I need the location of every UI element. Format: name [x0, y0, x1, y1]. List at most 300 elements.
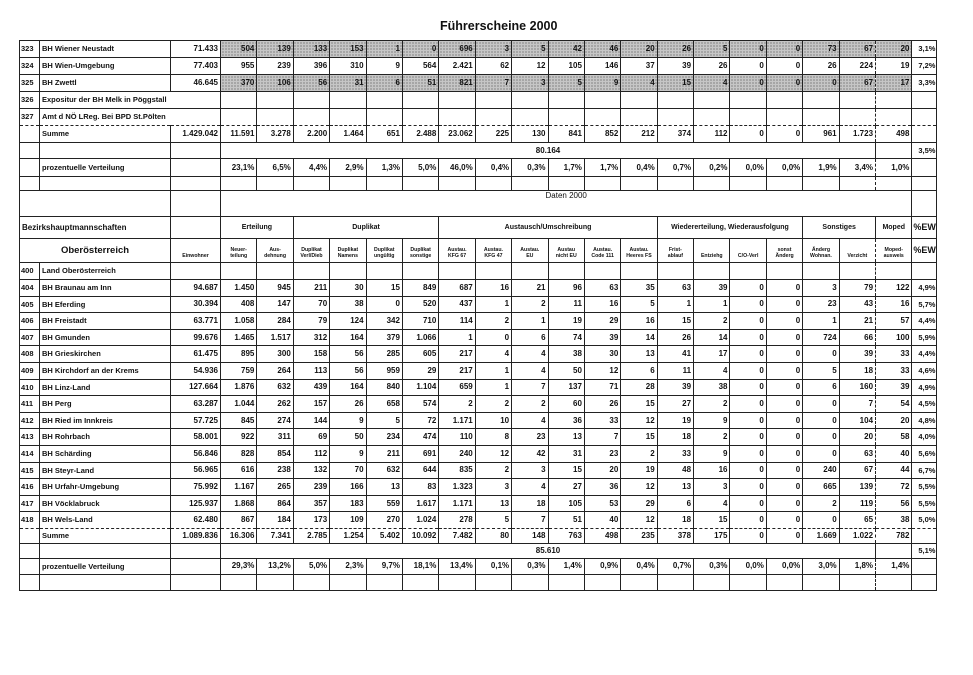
column-header: Entziehg: [694, 239, 730, 263]
blank-cell: [621, 177, 657, 191]
value-cell: 234: [366, 429, 402, 446]
value-cell: 19: [621, 462, 657, 479]
district-id: 323: [20, 41, 40, 58]
value-cell: 0: [730, 429, 766, 446]
value-cell: 10: [475, 412, 511, 429]
value-cell: 9: [694, 445, 730, 462]
value-cell: [876, 263, 912, 280]
value-cell: [548, 263, 584, 280]
column-header: Neuer- teilung: [221, 239, 257, 263]
group-header: Austausch/Umschreibung: [439, 217, 657, 239]
value-cell: 1: [694, 296, 730, 313]
value-cell: 1.044: [221, 396, 257, 413]
sum-value: 5.402: [366, 528, 402, 543]
column-header: Duplikat sonstige: [402, 239, 438, 263]
value-cell: 3: [512, 462, 548, 479]
sum-id: [20, 528, 40, 543]
population-cell: 75.992: [171, 479, 221, 496]
value-cell: 284: [257, 313, 293, 330]
value-cell: 137: [548, 379, 584, 396]
value-cell: 26: [657, 41, 693, 58]
value-cell: [512, 92, 548, 109]
sum-value: 10.092: [402, 528, 438, 543]
value-cell: 51: [402, 75, 438, 92]
value-cell: [257, 109, 293, 126]
sum-value: 2.200: [293, 126, 329, 143]
value-cell: 6: [512, 329, 548, 346]
value-cell: 13: [621, 346, 657, 363]
sum-value: 23.062: [439, 126, 475, 143]
blank-cell: [171, 574, 221, 590]
value-cell: 16: [621, 313, 657, 330]
value-cell: 2: [694, 313, 730, 330]
value-cell: 0: [766, 346, 802, 363]
value-cell: 16: [876, 296, 912, 313]
district-name: Expositur der BH Melk in Pöggstall: [40, 92, 171, 109]
value-cell: 370: [221, 75, 257, 92]
sum-value: 1.254: [330, 528, 366, 543]
value-cell: 122: [876, 280, 912, 297]
sum-value: 0: [730, 528, 766, 543]
district-id: 411: [20, 396, 40, 413]
district-id: 416: [20, 479, 40, 496]
value-cell: 4: [512, 479, 548, 496]
blank-cell: [40, 177, 171, 191]
value-cell: 270: [366, 512, 402, 529]
value-cell: 895: [221, 346, 257, 363]
ew-percent-cell: 3,1%: [912, 41, 937, 58]
value-cell: 39: [839, 346, 875, 363]
value-cell: 14: [694, 329, 730, 346]
value-cell: 0: [730, 58, 766, 75]
value-cell: 4: [694, 75, 730, 92]
column-header: Duplikat ungültig: [366, 239, 402, 263]
sum-ew-percent: [912, 126, 937, 143]
value-cell: 7: [839, 396, 875, 413]
sum-value: 763: [548, 528, 584, 543]
column-header: Austau. Heeres FS: [621, 239, 657, 263]
value-cell: 109: [330, 512, 366, 529]
value-cell: [657, 109, 693, 126]
value-cell: 262: [257, 396, 293, 413]
region-header: Bezirkshauptmannschaften: [20, 217, 171, 239]
value-cell: [257, 92, 293, 109]
value-cell: 5: [366, 412, 402, 429]
value-cell: [621, 109, 657, 126]
district-row: [20, 329, 937, 346]
blank-cell: [621, 574, 657, 590]
value-cell: [293, 109, 329, 126]
value-cell: 2.421: [439, 58, 475, 75]
value-cell: 62: [475, 58, 511, 75]
district-name: BH Wiener Neustadt: [40, 41, 171, 58]
value-cell: 0: [803, 429, 839, 446]
value-cell: 1.876: [221, 379, 257, 396]
value-cell: 396: [293, 58, 329, 75]
value-cell: 922: [221, 429, 257, 446]
value-cell: 0: [803, 346, 839, 363]
value-cell: 1.868: [221, 495, 257, 512]
district-id: 407: [20, 329, 40, 346]
population-cell: 63.287: [171, 396, 221, 413]
value-cell: 0: [475, 329, 511, 346]
group-header: Erteilung: [221, 217, 294, 239]
group-header: Moped: [876, 217, 912, 239]
blank-population: [171, 191, 221, 217]
district-name: BH Zwettl: [40, 75, 171, 92]
value-cell: 17: [694, 346, 730, 363]
value-cell: 1: [803, 313, 839, 330]
value-cell: [548, 92, 584, 109]
value-cell: [221, 263, 257, 280]
value-cell: 821: [439, 75, 475, 92]
distribution-value: 2,3%: [330, 558, 366, 574]
value-cell: 0: [730, 396, 766, 413]
value-cell: 6: [621, 362, 657, 379]
value-cell: 173: [293, 512, 329, 529]
distribution-value: 1,4%: [876, 558, 912, 574]
value-cell: 13: [366, 479, 402, 496]
value-cell: 0: [766, 75, 802, 92]
blank-cell: [657, 177, 693, 191]
value-cell: 1.323: [439, 479, 475, 496]
blank-cell: [20, 574, 40, 590]
value-cell: 3: [475, 41, 511, 58]
group-header: Duplikat: [293, 217, 439, 239]
sum-row: [20, 528, 937, 543]
district-id: 412: [20, 412, 40, 429]
ew-percent-cell: 4,8%: [912, 412, 937, 429]
blank-id: [20, 558, 40, 574]
value-cell: 60: [548, 396, 584, 413]
district-id: 409: [20, 362, 40, 379]
ew-percent-cell: 5,5%: [912, 479, 937, 496]
population-cell: 58.001: [171, 429, 221, 446]
blank-cell: [40, 574, 171, 590]
value-cell: 1.167: [221, 479, 257, 496]
value-cell: [876, 109, 912, 126]
district-name: BH Wels-Land: [40, 512, 171, 529]
value-cell: 4: [512, 346, 548, 363]
value-cell: 867: [221, 512, 257, 529]
value-cell: 21: [839, 313, 875, 330]
value-cell: 44: [876, 462, 912, 479]
value-cell: 211: [293, 280, 329, 297]
population-cell: 94.687: [171, 280, 221, 297]
value-cell: 1.617: [402, 495, 438, 512]
distribution-value: 1,7%: [548, 159, 584, 177]
value-cell: 12: [475, 445, 511, 462]
blank-cell: [366, 177, 402, 191]
value-cell: 1: [475, 362, 511, 379]
value-cell: 38: [694, 379, 730, 396]
value-cell: 19: [548, 313, 584, 330]
value-cell: 14: [621, 329, 657, 346]
distribution-value: 0,3%: [512, 558, 548, 574]
sum-value: 148: [512, 528, 548, 543]
grand-total: 80.164: [221, 143, 876, 159]
value-cell: 38: [330, 296, 366, 313]
sum-value: 1.022: [839, 528, 875, 543]
district-name: BH Kirchdorf an der Krems: [40, 362, 171, 379]
value-cell: 0: [766, 429, 802, 446]
district-row: [20, 495, 937, 512]
distribution-value: 0,3%: [694, 558, 730, 574]
value-cell: 439: [293, 379, 329, 396]
blank-cell: [257, 574, 293, 590]
value-cell: 408: [221, 296, 257, 313]
population-cell: 54.936: [171, 362, 221, 379]
district-name: BH Rohrbach: [40, 429, 171, 446]
value-cell: 56: [330, 346, 366, 363]
sum-value: 782: [876, 528, 912, 543]
district-row: [20, 280, 937, 297]
blank-id: [20, 543, 40, 558]
value-cell: 79: [293, 313, 329, 330]
value-cell: 12: [512, 58, 548, 75]
value-cell: 864: [257, 495, 293, 512]
distribution-value: 3,0%: [803, 558, 839, 574]
value-cell: 147: [257, 296, 293, 313]
value-cell: 6: [366, 75, 402, 92]
value-cell: 3: [512, 75, 548, 92]
distribution-value: 4,4%: [293, 159, 329, 177]
sum-value: 498: [876, 126, 912, 143]
blank-cell: [512, 574, 548, 590]
sum-value: 0: [766, 126, 802, 143]
distribution-label: prozentuelle Verteilung: [40, 558, 171, 574]
value-cell: 239: [257, 58, 293, 75]
district-id: 404: [20, 280, 40, 297]
value-cell: 40: [876, 445, 912, 462]
value-cell: 42: [512, 445, 548, 462]
value-cell: 835: [439, 462, 475, 479]
value-cell: [694, 263, 730, 280]
value-cell: 67: [839, 75, 875, 92]
district-row: [20, 41, 937, 58]
value-cell: 41: [657, 346, 693, 363]
blank-name: [40, 543, 171, 558]
value-cell: 845: [221, 412, 257, 429]
value-cell: 9: [584, 75, 620, 92]
value-cell: 28: [621, 379, 657, 396]
value-cell: 1.517: [257, 329, 293, 346]
ew-percent-cell: 4,4%: [912, 346, 937, 363]
distribution-value: 1,3%: [366, 159, 402, 177]
value-cell: 1.058: [221, 313, 257, 330]
value-cell: 559: [366, 495, 402, 512]
column-header: Duplikat Namens: [330, 239, 366, 263]
sum-value: 235: [621, 528, 657, 543]
value-cell: [512, 109, 548, 126]
value-cell: 644: [402, 462, 438, 479]
value-cell: 300: [257, 346, 293, 363]
value-cell: 0: [766, 41, 802, 58]
blank-ew-percent: [912, 159, 937, 177]
value-cell: 63: [657, 280, 693, 297]
value-cell: 31: [330, 75, 366, 92]
ew-percent-cell: 5,5%: [912, 495, 937, 512]
value-cell: [730, 92, 766, 109]
population-cell: 63.771: [171, 313, 221, 330]
blank-ew-percent: [912, 191, 937, 217]
distribution-value: 0,4%: [621, 159, 657, 177]
value-cell: 0: [766, 379, 802, 396]
value-cell: 42: [548, 41, 584, 58]
value-cell: 20: [876, 412, 912, 429]
value-cell: 5: [621, 296, 657, 313]
value-cell: 4: [512, 362, 548, 379]
blank-id: [20, 143, 40, 159]
value-cell: 26: [657, 329, 693, 346]
ew-percent-cell: [912, 109, 937, 126]
blank-cell: [548, 177, 584, 191]
state-header: Oberösterreich: [20, 239, 171, 263]
blank-ew-percent: [912, 558, 937, 574]
sum-value: 961: [803, 126, 839, 143]
value-cell: 11: [548, 296, 584, 313]
distribution-value: 1,9%: [803, 159, 839, 177]
distribution-value: 13,4%: [439, 558, 475, 574]
value-cell: 0: [766, 362, 802, 379]
value-cell: 632: [257, 379, 293, 396]
district-name: BH Linz-Land: [40, 379, 171, 396]
value-cell: [876, 92, 912, 109]
value-cell: 379: [366, 329, 402, 346]
value-cell: [475, 92, 511, 109]
value-cell: 217: [439, 362, 475, 379]
value-cell: 0: [730, 379, 766, 396]
value-cell: 0: [730, 41, 766, 58]
value-cell: 15: [548, 462, 584, 479]
value-cell: 72: [876, 479, 912, 496]
value-cell: [330, 92, 366, 109]
value-cell: [366, 109, 402, 126]
population-cell: [171, 109, 221, 126]
district-name: BH Schärding: [40, 445, 171, 462]
value-cell: 0: [766, 412, 802, 429]
value-cell: 26: [694, 58, 730, 75]
value-cell: 0: [766, 479, 802, 496]
value-cell: 854: [257, 445, 293, 462]
column-header: Austau. Code 111: [584, 239, 620, 263]
blank-population: [171, 143, 221, 159]
ew-percent-header: %EW: [912, 239, 937, 263]
value-cell: 12: [584, 362, 620, 379]
value-cell: 31: [548, 445, 584, 462]
value-cell: [803, 109, 839, 126]
value-cell: 112: [293, 445, 329, 462]
value-cell: [839, 92, 875, 109]
value-cell: 23: [803, 296, 839, 313]
value-cell: 1.171: [439, 412, 475, 429]
value-cell: [221, 109, 257, 126]
value-cell: 4: [621, 75, 657, 92]
value-cell: 46: [584, 41, 620, 58]
value-cell: 105: [548, 495, 584, 512]
district-row: [20, 429, 937, 446]
value-cell: 1: [475, 379, 511, 396]
moped-blank: [876, 143, 912, 159]
value-cell: 632: [366, 462, 402, 479]
value-cell: 1: [657, 296, 693, 313]
value-cell: 239: [293, 479, 329, 496]
sum-value: 378: [657, 528, 693, 543]
population-cell: [171, 263, 221, 280]
value-cell: 658: [366, 396, 402, 413]
value-cell: 240: [439, 445, 475, 462]
sum-value: 112: [694, 126, 730, 143]
value-cell: 39: [657, 379, 693, 396]
sum-value: 11.591: [221, 126, 257, 143]
value-cell: 114: [439, 313, 475, 330]
value-cell: 15: [657, 313, 693, 330]
value-cell: 0: [730, 329, 766, 346]
column-header: Austau. KFG 67: [439, 239, 475, 263]
data-year-row: [20, 191, 937, 217]
value-cell: 0: [766, 462, 802, 479]
population-cell: 56.846: [171, 445, 221, 462]
value-cell: 955: [221, 58, 257, 75]
column-header: Austau. KFG 47: [475, 239, 511, 263]
value-cell: 0: [730, 362, 766, 379]
value-cell: 265: [257, 479, 293, 496]
distribution-value: 6,5%: [257, 159, 293, 177]
value-cell: 3: [694, 479, 730, 496]
value-cell: 2: [512, 396, 548, 413]
sum-value: 1.464: [330, 126, 366, 143]
value-cell: [766, 92, 802, 109]
value-cell: 0: [730, 445, 766, 462]
ew-percent-cell: 5,7%: [912, 296, 937, 313]
sum-ew-percent: [912, 528, 937, 543]
value-cell: 184: [257, 512, 293, 529]
value-cell: 0: [730, 75, 766, 92]
value-cell: [657, 263, 693, 280]
value-cell: 18: [657, 512, 693, 529]
district-row: [20, 445, 937, 462]
distribution-value: 0,0%: [766, 159, 802, 177]
district-name: BH Grieskirchen: [40, 346, 171, 363]
value-cell: 2: [475, 462, 511, 479]
distribution-value: 2,9%: [330, 159, 366, 177]
value-cell: 65: [839, 512, 875, 529]
value-cell: 0: [730, 280, 766, 297]
value-cell: [694, 109, 730, 126]
value-cell: 849: [402, 280, 438, 297]
blank-cell: [439, 574, 475, 590]
value-cell: 5: [548, 75, 584, 92]
column-header: Moped- ausweis: [876, 239, 912, 263]
sum-value: 2.488: [402, 126, 438, 143]
district-name: BH Vöcklabruck: [40, 495, 171, 512]
value-cell: [730, 263, 766, 280]
value-cell: 4: [694, 362, 730, 379]
grand-total-row: [20, 143, 937, 159]
ew-percent-cell: 4,5%: [912, 396, 937, 413]
district-name: BH Braunau am Inn: [40, 280, 171, 297]
district-id: 327: [20, 109, 40, 126]
distribution-value: 3,4%: [839, 159, 875, 177]
distribution-row: [20, 558, 937, 574]
distribution-value: 29,3%: [221, 558, 257, 574]
population-cell: 57.725: [171, 412, 221, 429]
value-cell: [512, 263, 548, 280]
value-cell: 157: [293, 396, 329, 413]
column-header: Duplikat Verl/Dieb: [293, 239, 329, 263]
value-cell: 0: [402, 41, 438, 58]
value-cell: 33: [876, 362, 912, 379]
